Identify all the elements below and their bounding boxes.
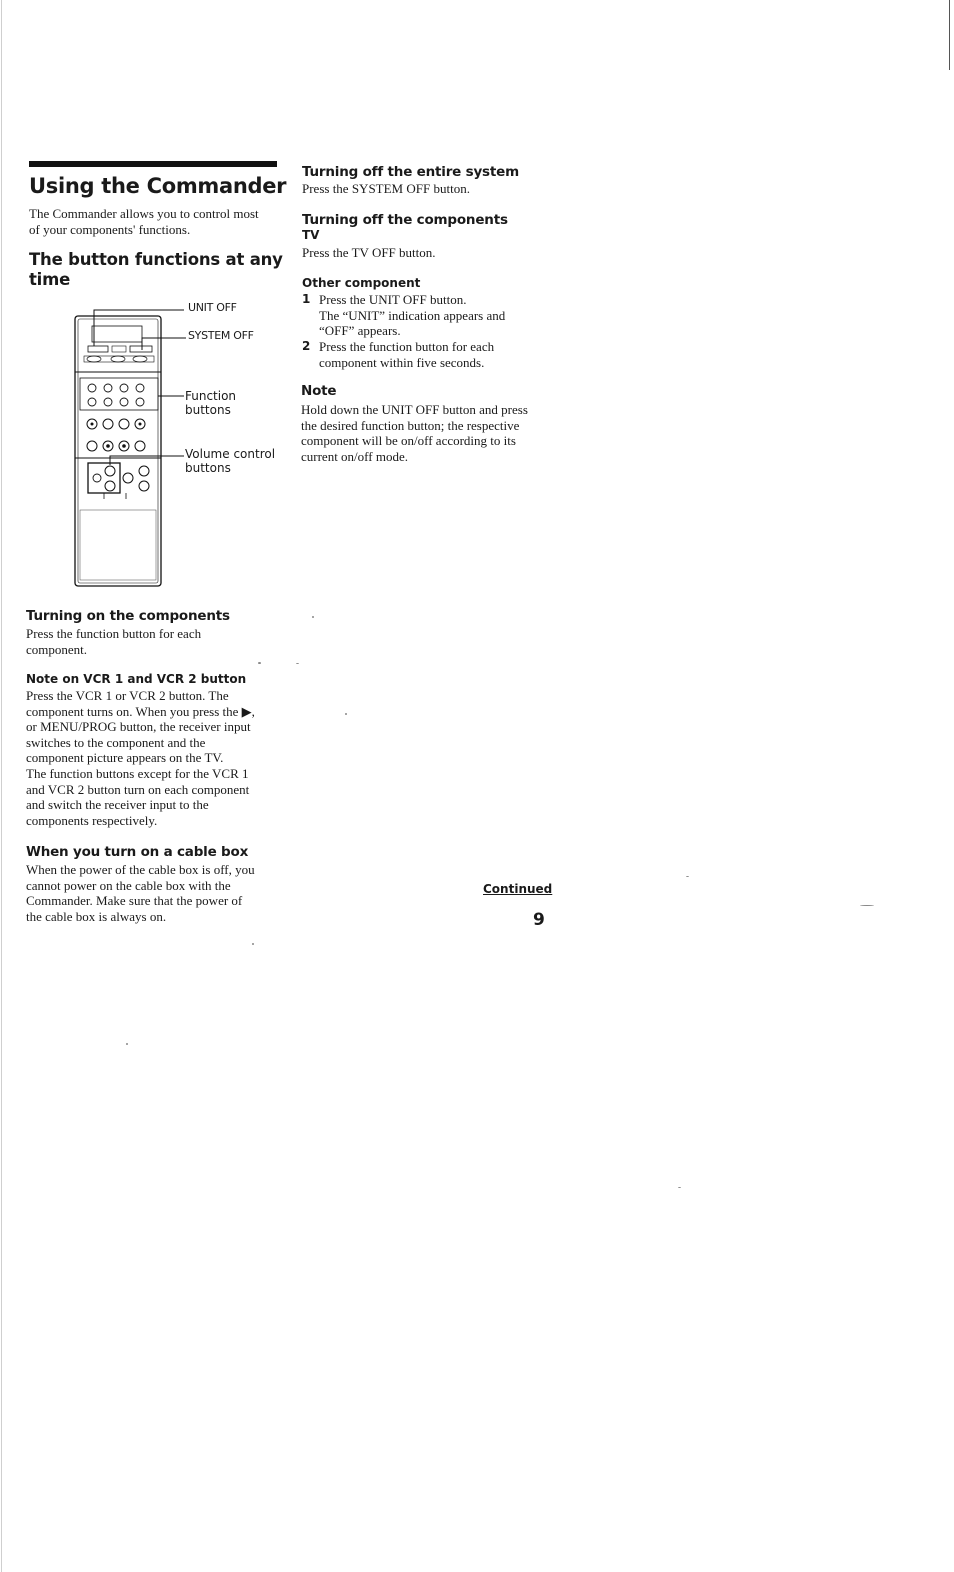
function-buttons-icon [88, 384, 144, 406]
turning-on-heading: Turning on the components [26, 608, 230, 624]
scan-speck [312, 616, 314, 618]
components-heading: Turning off the components [302, 212, 508, 228]
tv-body: Press the TV OFF button. [302, 245, 436, 260]
note-vcr-body: Press the VCR 1 or VCR 2 button. The component turns on. When you press the ▶, or MENU/PROG button, the receiver input switches to the component and the component picture appears on the TV. The function buttons except for the VCR 1 and VCR 2 button turn on each component and switch the receiver input to the components respectively. [26, 688, 255, 828]
title-rule [29, 161, 277, 167]
cable-box-body: When the power of the cable box is off, you cannot power on the cable box with the Commander. Make sure that the power of the cable box is always on. [26, 862, 255, 924]
entire-system-heading: Turning off the entire system [302, 164, 519, 180]
step-2-number: 2 [302, 339, 311, 353]
remote-diagram [70, 300, 290, 592]
scan-speck [345, 713, 347, 715]
scan-speck [296, 663, 299, 664]
other-component-heading: Other component [302, 276, 421, 290]
scan-speck [252, 943, 254, 945]
tv-label: TV [302, 228, 320, 242]
continued-label: Continued [483, 882, 553, 896]
step-1-text: Press the UNIT OFF button. The “UNIT” indication appears and “OFF” appears. [319, 292, 506, 339]
scan-edge-right [949, 0, 950, 70]
step-1-number: 1 [302, 292, 311, 306]
remote-body [75, 316, 161, 586]
scan-speck [686, 876, 689, 877]
cable-box-heading: When you turn on a cable box [26, 844, 249, 860]
page-number: 9 [533, 910, 545, 930]
entire-system-body: Press the SYSTEM OFF button. [302, 181, 470, 196]
system-off-label: SYSTEM OFF [188, 329, 254, 342]
turning-on-body: Press the function button for each component. [26, 626, 202, 657]
lcd-display-icon [92, 326, 142, 342]
volume-leader [110, 456, 184, 465]
volume-control-label: Volume control buttons [185, 447, 276, 475]
volume-down-icon [105, 481, 115, 491]
scan-speck [258, 662, 261, 664]
system-off-leader [142, 338, 186, 350]
page-title: Using the Commander [29, 174, 287, 198]
unit-off-label: UNIT OFF [188, 301, 237, 314]
scan-speck [678, 1187, 681, 1188]
tv-off-button-icon [112, 346, 126, 352]
unit-off-button-icon [88, 346, 108, 352]
system-off-button-icon [130, 346, 152, 352]
scan-speck [860, 905, 874, 906]
scan-speck [126, 1043, 128, 1045]
note-heading: Note [301, 383, 337, 399]
note-vcr-heading: Note on VCR 1 and VCR 2 button [26, 672, 247, 686]
intro-text: The Commander allows you to control most of your components' functions. [29, 206, 259, 237]
section-title: The button functions at any time [29, 250, 283, 289]
volume-up-icon [105, 466, 115, 476]
step-2-text: Press the function button for each component within five seconds. [319, 339, 495, 370]
function-buttons-label: Function buttons [185, 389, 237, 417]
control-buttons-icon [87, 419, 145, 451]
note-body: Hold down the UNIT OFF button and press the desired function button; the respective component will be on/off according to its current on/off mode. [301, 402, 528, 464]
function-button-panel [80, 378, 158, 410]
scan-edge-left [1, 0, 2, 1572]
